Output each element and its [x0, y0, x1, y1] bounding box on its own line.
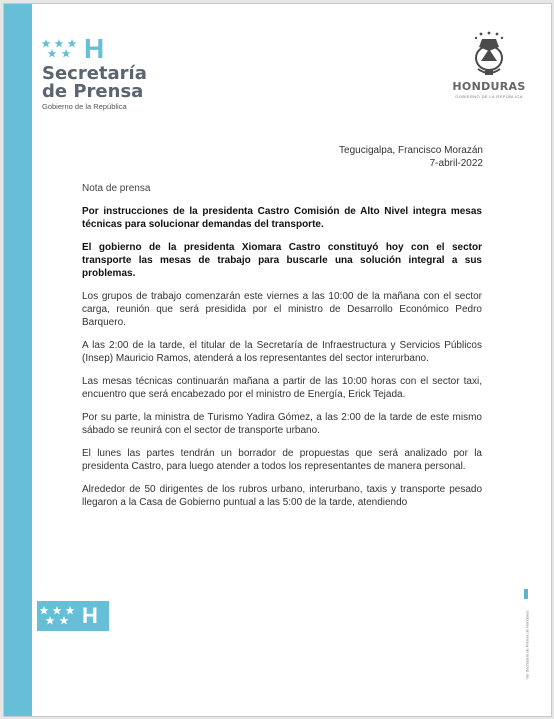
body-paragraph: Por su parte, la ministra de Turismo Yadira Gómez, a las 2:00 de la tarde de este mismo sábado se reunirá con el sector de transporte urbano. [82, 412, 482, 436]
honduras-logo [444, 31, 534, 99]
body-paragraph: El lunes las partes tendrán un borrador de propuestas que será analizado por la presidenta Castro, para luego atender a todos los representantes de manera personal. [82, 448, 482, 472]
press-release-body [82, 182, 482, 519]
vertical-note-text: Ver Secretaría de Prensa de Honduras [524, 610, 530, 680]
left-accent-stripe [4, 4, 32, 716]
headline-secondary: El gobierno de la presidenta Xiomara Castro constituyó hoy con el sector transporte las mesas de trabajo para buscarle una solución integral a sus problemas. [82, 242, 482, 279]
footer-star-cluster-icon [40, 605, 78, 627]
footer-logo [37, 601, 109, 631]
body-paragraph: Alrededor de 50 dirigentes de los rubros urbano, interurbano, taxis y transporte pesado llegaron a la Casa de Gobierno puntual a las 5:00 de la tarde, atendiendo [82, 484, 482, 508]
body-paragraph: Las mesas técnicas continuarán mañana a partir de las 10:00 horas con el sector taxi, encuentro que será encabezado por el ministro de Energía, Erick Tejada. [82, 376, 482, 400]
org-subtitle: Gobierno de la República [42, 102, 127, 111]
country-subtitle: GOBIERNO DE LA REPÚBLICA [455, 94, 523, 99]
star-cluster-icon [42, 38, 80, 60]
org-name-line2: de Prensa [42, 81, 144, 102]
body-paragraph: A las 2:00 de la tarde, el titular de la Secretaría de Infraestructura y Servicios Públicos (Insep) Mauricio Ramos, atenderá a los representantes del sector interurbano. [82, 340, 482, 364]
press-release-page [3, 3, 552, 717]
h-logo-mark: H [84, 33, 105, 64]
country-name: HONDURAS [452, 80, 526, 93]
place-text: Tegucigalpa, Francisco Morazán [339, 145, 483, 156]
headline-primary: Por instrucciones de la presidenta Castro Comisión de Alto Nivel integra mesas técnicas para solucionar demandas del transporte. [82, 206, 482, 230]
body-paragraph: Los grupos de trabajo comenzarán este viernes a las 10:00 de la mañana con el sector carga, reunión que será presidida por el ministro de Desarrollo Económico Pedro Barquero. [82, 291, 482, 328]
honduras-seal-icon [472, 31, 506, 77]
dateline [339, 144, 483, 170]
date-text: 7-abril-2022 [429, 158, 483, 169]
footer-h-mark: H [82, 603, 98, 628]
vertical-footer-note [523, 589, 531, 701]
document-label: Nota de prensa [82, 183, 151, 194]
org-name-line1: Secretaría [42, 63, 147, 84]
